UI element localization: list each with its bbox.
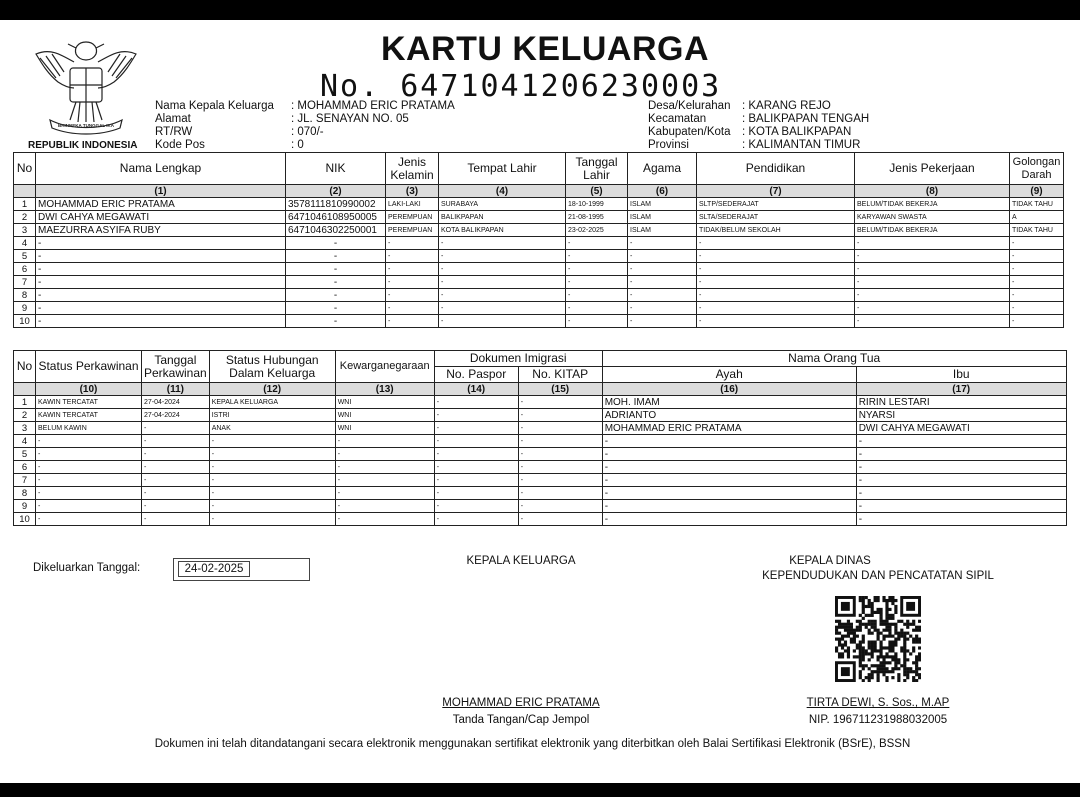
value-kecamatan: : BALIKPAPAN TENGAH [742,113,870,125]
family-member-row [14,276,1064,289]
table-cell: ISLAM [628,224,697,237]
table-cell: MOHAMMAD ERIC PRATAMA [36,198,286,211]
number-cell: (14) [434,383,518,396]
table-cell: - [566,276,628,289]
table-cell: - [855,250,1010,263]
header-status-hubungan: Status Hubungan Dalam Keluarga [209,351,335,383]
table-cell: TIDAK TAHU [1010,198,1064,211]
label-desa: Desa/Kelurahan [648,100,731,112]
table-cell: - [566,302,628,315]
table-cell: TIDAK TAHU [1010,224,1064,237]
number-cell-empty [14,383,36,396]
table-cell: - [697,289,855,302]
table-cell: NYARSI [856,409,1066,422]
table1-header-row [14,153,1064,185]
table-cell: - [209,461,335,474]
table-cell: - [1010,276,1064,289]
document-title: KARTU KELUARGA [380,30,710,68]
table-cell: - [286,263,386,276]
table-cell: DWI CAHYA MEGAWATI [36,211,286,224]
table-cell: - [602,500,856,513]
header-jenis-kelamin: Jenis Kelamin [386,153,439,185]
table-cell: KOTA BALIKPAPAN [439,224,566,237]
table-cell: - [855,302,1010,315]
row-number-cell: 6 [14,263,36,276]
table-cell: BELUM KAWIN [36,422,142,435]
table-cell: A [1010,211,1064,224]
family-member-row [14,224,1064,237]
official-name: TIRTA DEWI, S. Sos., M.AP [806,697,950,709]
official-nip: NIP. 196711231988032005 [808,714,948,726]
table2-body [14,396,1067,526]
table-cell: - [209,448,335,461]
table-cell: - [697,276,855,289]
number-cell: (11) [142,383,210,396]
table-cell: - [602,435,856,448]
table-cell: - [856,461,1066,474]
header-ayah: Ayah [602,367,856,383]
header2-no: No [14,351,36,383]
head-of-family-caption: Tanda Tangan/Cap Jempol [452,714,590,726]
number-cell: (3) [386,185,439,198]
family-status-row [14,487,1067,500]
table-cell: - [518,422,602,435]
head-of-family-name: MOHAMMAD ERIC PRATAMA [442,697,600,709]
table-cell: - [518,474,602,487]
table-cell: 27-04-2024 [142,409,210,422]
table-cell: - [209,513,335,526]
header-tanggal-lahir: Tanggal Lahir [566,153,628,185]
table-cell: - [1010,289,1064,302]
table-cell: - [602,448,856,461]
table-cell: BALIKPAPAN [439,211,566,224]
table-cell: ISLAM [628,211,697,224]
issued-date-label: Dikeluarkan Tanggal: [33,562,141,574]
table-cell: - [856,487,1066,500]
header-pendidikan: Pendidikan [697,153,855,185]
label-nama-kepala: Nama Kepala Keluarga [155,100,274,112]
number-cell: (15) [518,383,602,396]
table-cell: - [386,250,439,263]
family-status-row [14,448,1067,461]
table-cell: - [335,513,434,526]
table-cell: - [36,263,286,276]
table-cell: - [434,448,518,461]
table-cell: ANAK [209,422,335,435]
number-cell: (10) [36,383,142,396]
table-cell: - [434,435,518,448]
svg-text:BHINNEKA TUNGGAL IKA: BHINNEKA TUNGGAL IKA [58,123,114,128]
header-nama-orang-tua: Nama Orang Tua [602,351,1066,367]
table-cell: - [36,250,286,263]
table-cell: - [36,487,142,500]
table-cell: 23-02-2025 [566,224,628,237]
table-cell: - [286,289,386,302]
label-alamat: Alamat [155,113,191,125]
table-cell: WNI [335,396,434,409]
table-cell: ISTRI [209,409,335,422]
table-cell: 18-10-1999 [566,198,628,211]
table1-body [14,198,1064,328]
table-cell: RIRIN LESTARI [856,396,1066,409]
table-cell: - [518,409,602,422]
table-cell: - [856,448,1066,461]
table-cell: - [439,263,566,276]
table-cell: - [697,250,855,263]
label-kabupaten: Kabupaten/Kota [648,126,731,138]
number-cell: (7) [697,185,855,198]
number-cell: (5) [566,185,628,198]
value-provinsi: : KALIMANTAN TIMUR [742,139,861,151]
table-cell: - [697,302,855,315]
number-cell: (17) [856,383,1066,396]
table-cell: PEREMPUAN [386,224,439,237]
table-cell: - [439,276,566,289]
table-cell: - [1010,250,1064,263]
row-number-cell: 10 [14,315,36,328]
row-number-cell: 2 [14,211,36,224]
table-cell: - [36,474,142,487]
table-cell: - [439,302,566,315]
official-title-line2: KEPENDUDUKAN DAN PENCATATAN SIPIL [762,570,994,582]
row-number-cell: 5 [14,250,36,263]
label-kode-pos: Kode Pos [155,139,205,151]
table-cell: - [434,396,518,409]
table-cell: - [36,302,286,315]
table-cell: PEREMPUAN [386,211,439,224]
header-status-perkawinan: Status Perkawinan [36,351,142,383]
emblem-caption: REPUBLIK INDONESIA [28,140,138,151]
family-members-table [13,152,1064,328]
header-tempat-lahir: Tempat Lahir [439,153,566,185]
table-cell: - [856,513,1066,526]
table-cell: - [434,487,518,500]
table-cell: - [518,513,602,526]
family-status-table [13,350,1067,526]
table-cell: - [602,474,856,487]
table-cell: - [518,500,602,513]
header-golongan-darah: Golongan Darah [1010,153,1064,185]
table-cell: - [1010,263,1064,276]
table-cell: - [434,513,518,526]
header-no-kitap: No. KITAP [518,367,602,383]
table-cell: - [142,435,210,448]
row-number-cell: 8 [14,487,36,500]
table-cell: - [142,487,210,500]
row-number-cell: 10 [14,513,36,526]
table-cell: ISLAM [628,198,697,211]
table-cell: - [36,500,142,513]
table-cell: ADRIANTO [602,409,856,422]
official-title-line1: KEPALA DINAS [789,555,871,567]
table-cell: - [335,461,434,474]
family-member-row [14,237,1064,250]
table-cell: - [335,435,434,448]
header-nama-lengkap: Nama Lengkap [36,153,286,185]
label-kecamatan: Kecamatan [648,113,707,125]
table-cell: WNI [335,422,434,435]
table-cell: - [286,315,386,328]
row-number-cell: 4 [14,237,36,250]
row-number-cell: 1 [14,396,36,409]
family-status-row [14,500,1067,513]
table-cell: - [142,448,210,461]
table-cell: - [439,315,566,328]
table-cell: - [335,448,434,461]
table-cell: DWI CAHYA MEGAWATI [856,422,1066,435]
row-number-cell: 6 [14,461,36,474]
table-cell: - [439,289,566,302]
issued-date-box [173,558,310,581]
table-cell: - [602,513,856,526]
table-cell: - [209,435,335,448]
table-cell: - [36,448,142,461]
table-cell: - [335,487,434,500]
table-cell: - [628,263,697,276]
table-cell: 27-04-2024 [142,396,210,409]
table-cell: - [386,263,439,276]
family-status-row [14,409,1067,422]
table-cell: - [434,409,518,422]
number-cell: (1) [36,185,286,198]
table-cell: - [518,435,602,448]
table-cell: 6471046108950005 [286,211,386,224]
table-cell: - [335,500,434,513]
table-cell: WNI [335,409,434,422]
header-nik: NIK [286,153,386,185]
table-cell: - [518,461,602,474]
table-cell: - [142,500,210,513]
row-number-cell: 7 [14,276,36,289]
table-cell: - [209,487,335,500]
table-cell: - [602,461,856,474]
table-cell: - [36,315,286,328]
row-number-cell: 9 [14,500,36,513]
value-nama-kepala: : MOHAMMAD ERIC PRATAMA [291,100,455,112]
table-cell: - [566,263,628,276]
family-status-row [14,422,1067,435]
table-cell: - [142,461,210,474]
table-cell: KAWIN TERCATAT [36,396,142,409]
document-number: No. 6471041206230003 [320,69,722,104]
table-cell: - [386,289,439,302]
table-cell: - [566,315,628,328]
table-cell: - [566,237,628,250]
table-cell: - [855,315,1010,328]
table-cell: - [142,422,210,435]
family-member-row [14,198,1064,211]
number-cell: (16) [602,383,856,396]
table-cell: - [386,302,439,315]
table-cell: - [286,250,386,263]
table-cell: BELUM/TIDAK BEKERJA [855,198,1010,211]
table-cell: KARYAWAN SWASTA [855,211,1010,224]
table-cell: - [628,250,697,263]
table-cell: - [697,237,855,250]
table-cell: - [36,461,142,474]
table-cell: - [36,435,142,448]
header-tanggal-perkawinan: Tanggal Perkawinan [142,351,210,383]
table-cell: - [434,500,518,513]
table-cell: MOHAMMAD ERIC PRATAMA [602,422,856,435]
table-cell: - [1010,302,1064,315]
value-alamat: : JL. SENAYAN NO. 05 [291,113,409,125]
table-cell: - [209,474,335,487]
number-cell: (13) [335,383,434,396]
table-cell: - [434,422,518,435]
family-member-row [14,250,1064,263]
table-cell: - [386,276,439,289]
family-status-row [14,435,1067,448]
table-cell: - [1010,315,1064,328]
table-cell: - [386,315,439,328]
header-jenis-pekerjaan: Jenis Pekerjaan [855,153,1010,185]
table-cell: - [286,276,386,289]
value-desa: : KARANG REJO [742,100,831,112]
row-number-cell: 3 [14,422,36,435]
table-cell: - [1010,237,1064,250]
table-cell: - [628,237,697,250]
table-cell: - [697,315,855,328]
table-cell: - [855,289,1010,302]
table-cell: - [439,250,566,263]
table-cell: - [386,237,439,250]
table-cell: - [697,263,855,276]
number-cell: (8) [855,185,1010,198]
table-cell: - [628,315,697,328]
row-number-cell: 4 [14,435,36,448]
table-cell: - [142,513,210,526]
family-member-row [14,289,1064,302]
issued-date-value: 24-02-2025 [178,561,250,577]
number-cell: (6) [628,185,697,198]
table-cell: - [518,487,602,500]
table-cell: SLTP/SEDERAJAT [697,198,855,211]
table-cell: - [856,474,1066,487]
table-cell: - [142,474,210,487]
table-cell: - [566,289,628,302]
row-number-cell: 2 [14,409,36,422]
table-cell: KAWIN TERCATAT [36,409,142,422]
table-cell: BELUM/TIDAK BEKERJA [855,224,1010,237]
table1-number-row [14,185,1064,198]
electronic-signature-disclaimer: Dokumen ini telah ditandatangani secara elektronik menggunakan sertifikat elektronik yang diterbitkan oleh Balai Sertifikasi Elektronik (BSrE), BSSN [154,738,911,750]
row-number-cell: 8 [14,289,36,302]
table-cell: - [855,237,1010,250]
qr-code-icon [835,596,921,682]
table-cell: - [855,276,1010,289]
table-cell: SLTA/SEDERAJAT [697,211,855,224]
table-cell: 21-08-1995 [566,211,628,224]
family-status-row [14,513,1067,526]
row-number-cell: 9 [14,302,36,315]
header-ibu: Ibu [856,367,1066,383]
family-member-row [14,302,1064,315]
family-status-row [14,461,1067,474]
label-provinsi: Provinsi [648,139,689,151]
number-cell: (4) [439,185,566,198]
family-card-document [0,20,1080,783]
table-cell: - [518,396,602,409]
table-cell: - [628,289,697,302]
family-status-row [14,474,1067,487]
head-of-family-title: KEPALA KELUARGA [466,555,576,567]
number-cell: (9) [1010,185,1064,198]
value-kode-pos: : 0 [291,139,304,151]
table-cell: - [566,250,628,263]
value-kabupaten: : KOTA BALIKPAPAN [742,126,852,138]
table-cell: - [335,474,434,487]
family-member-row [14,315,1064,328]
row-number-cell: 3 [14,224,36,237]
table-cell: TIDAK/BELUM SEKOLAH [697,224,855,237]
table-cell: - [434,461,518,474]
header-kewarganegaraan: Kewarganegaraan [335,351,434,383]
family-status-row [14,396,1067,409]
table-cell: MOH. IMAM [602,396,856,409]
table-cell: - [286,302,386,315]
number-cell: (2) [286,185,386,198]
row-number-cell: 7 [14,474,36,487]
family-member-row [14,211,1064,224]
header-no-paspor: No. Paspor [434,367,518,383]
table-cell: - [628,302,697,315]
table-cell: - [36,513,142,526]
row-number-cell: 1 [14,198,36,211]
table-cell: KEPALA KELUARGA [209,396,335,409]
table-cell: - [856,500,1066,513]
header-no: No [14,153,36,185]
table-cell: - [855,263,1010,276]
table-cell: - [628,276,697,289]
table-cell: - [602,487,856,500]
value-rtrw: : 070/- [291,126,324,138]
number-cell: (12) [209,383,335,396]
row-number-cell: 5 [14,448,36,461]
label-rtrw: RT/RW [155,126,193,138]
family-member-row [14,263,1064,276]
table-cell: - [209,500,335,513]
header-agama: Agama [628,153,697,185]
table-cell: - [434,474,518,487]
header-dokumen-imigrasi: Dokumen Imigrasi [434,351,602,367]
table-cell: MAEZURRA ASYIFA RUBY [36,224,286,237]
table-cell: LAKI-LAKI [386,198,439,211]
table-cell: - [286,237,386,250]
table2-header-row-top [14,351,1067,367]
table-cell: - [36,237,286,250]
table-cell: - [856,435,1066,448]
table-cell: SURABAYA [439,198,566,211]
table2-number-row [14,383,1067,396]
table-cell: - [518,448,602,461]
table-cell: 6471046302250001 [286,224,386,237]
number-cell-empty [14,185,36,198]
table-cell: - [439,237,566,250]
table-cell: - [36,289,286,302]
table-cell: 3578111810990002 [286,198,386,211]
table-cell: - [36,276,286,289]
